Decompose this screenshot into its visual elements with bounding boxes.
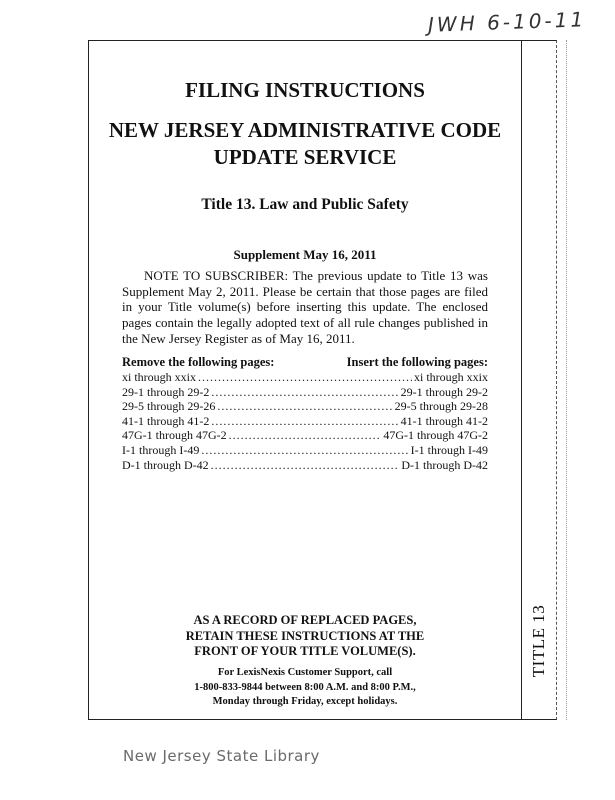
support-phone: 1-800-833-9844 between 8:00 A.M. and 8:00 P.M., <box>194 681 416 693</box>
insert-pages: 47G-1 through 47G-2 <box>383 428 488 443</box>
table-row <box>122 428 488 443</box>
support-line1: For LexisNexis Customer Support, call <box>217 667 393 678</box>
dot-leader <box>229 428 382 443</box>
table-row <box>122 385 488 400</box>
code-title <box>88 117 522 171</box>
remove-pages: 29-5 through 29-26 <box>122 399 216 414</box>
pages-table-header <box>122 355 488 370</box>
support-hours: Monday through Friday, except holidays. <box>212 696 398 707</box>
support-info <box>88 666 522 710</box>
remove-pages: I-1 through I-49 <box>122 442 200 457</box>
dot-leader <box>201 443 408 458</box>
insert-header: Insert the following pages: <box>346 355 488 369</box>
record-notice-line1: AS A RECORD OF REPLACED PAGES, <box>193 613 417 627</box>
insert-pages: 41-1 through 41-2 <box>400 413 488 428</box>
insert-pages: I-1 through I-49 <box>410 442 488 457</box>
library-stamp: New Jersey State Library <box>123 747 320 765</box>
insert-pages: 29-1 through 29-2 <box>400 384 488 399</box>
document-title: FILING INSTRUCTIONS <box>185 78 425 102</box>
remove-pages: D-1 through D-42 <box>122 457 209 472</box>
dot-leader <box>211 385 398 400</box>
pages-table <box>122 355 488 472</box>
handwritten-initials-date: JWH 6-10-11 <box>427 7 587 37</box>
remove-header: Remove the following pages: <box>122 355 275 369</box>
title-tab <box>524 598 554 684</box>
title-subtitle: Title 13. Law and Public Safety <box>201 196 409 213</box>
remove-pages: 29-1 through 29-2 <box>122 384 210 399</box>
record-notice <box>88 613 522 660</box>
insert-pages: 29-5 through 29-28 <box>394 399 488 414</box>
code-title-line2: UPDATE SERVICE <box>213 145 397 169</box>
table-row <box>122 458 488 473</box>
table-row <box>122 399 488 414</box>
record-notice-line3: FRONT OF YOUR TITLE VOLUME(S). <box>194 644 416 658</box>
code-title-line1: NEW JERSEY ADMINISTRATIVE CODE <box>108 118 502 142</box>
remove-pages: xi through xxix <box>122 370 196 384</box>
title-tab-label: TITLE 13 <box>529 604 549 678</box>
supplement-date: Supplement May 16, 2011 <box>233 247 377 262</box>
dot-leader <box>217 399 392 414</box>
insert-pages: xi through xxix <box>414 370 488 384</box>
perforation-line <box>566 40 568 720</box>
dot-leader <box>211 458 400 473</box>
table-row <box>122 414 488 429</box>
remove-pages: 41-1 through 41-2 <box>122 413 210 428</box>
record-notice-line2: RETAIN THESE INSTRUCTIONS AT THE <box>185 628 425 643</box>
dot-leader <box>211 414 398 429</box>
insert-pages: D-1 through D-42 <box>401 457 488 472</box>
remove-pages: 47G-1 through 47G-2 <box>122 428 227 443</box>
subscriber-note: NOTE TO SUBSCRIBER: The previous update to Title 13 was Supplement May 2, 2011. Please be certain that those pages are filed in your Title volume(s) before inserting this update. The enclosed pages contain the legally adopted text of all rule changes published in the New Jersey Register as of May 16, 2011. <box>122 268 488 346</box>
dot-leader <box>198 370 412 385</box>
table-row <box>122 443 488 458</box>
table-row <box>122 370 488 385</box>
